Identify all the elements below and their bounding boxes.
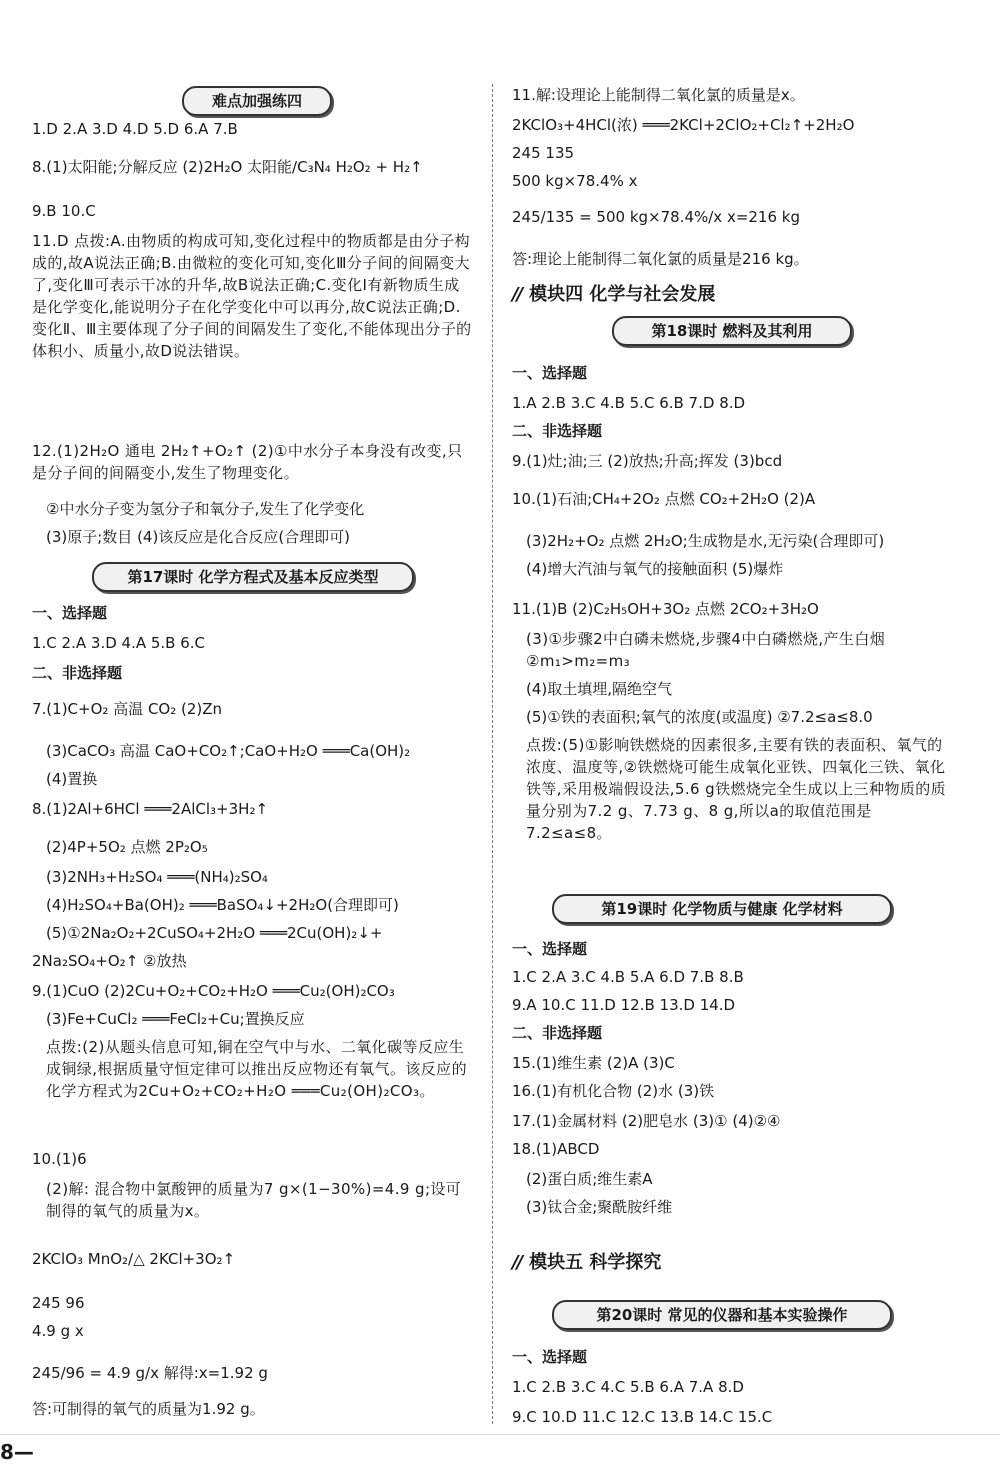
module-mark-icon: // <box>512 284 522 305</box>
answer-line: (3)原子;数目 (4)该反应是化合反应(合理即可) <box>46 528 351 546</box>
answer-line: 500 kg×78.4% x <box>512 172 638 190</box>
answer-line: 245/135 = 500 kg×78.4%/x x=216 kg <box>512 208 800 226</box>
answer-line: 1.C 2.B 3.C 4.C 5.B 6.A 7.A 8.D <box>512 1378 744 1396</box>
answer-line: (3)2NH₃+H₂SO₄ ═══(NH₄)₂SO₄ <box>46 868 268 886</box>
answer-paragraph: 11.D 点拨:A.由物质的构成可知,变化过程中的物质都是由分子构成的,故A说法正确;B.由微粒的变化可知,变化Ⅲ分子间的间隔变大了,变化Ⅲ可表示干冰的升华,故B说法正确;C.变化Ⅰ有新物质生成是化学变化,能说明分子在化学变化中可以再分,故C说法正确;D.变化Ⅱ、Ⅲ主要体现了分子间的间隔发生了变化,不能体现出分子的体积小、质量小,故D说法错误。 <box>32 232 472 360</box>
answer-paragraph: 点拨:(2)从题头信息可知,铜在空气中与水、二氧化碳等反应生成铜绿,根据质量守恒定律可以推出反应物还有氧气。该反应的化学方程式为2Cu+O₂+CO₂+H₂O ═══Cu₂(OH)₂CO₃。 <box>46 1038 467 1100</box>
answer-line: 11.解:设理论上能制得二氧化氯的质量是x。 <box>512 86 805 104</box>
section-heading: 一、选择题 <box>32 604 108 622</box>
answer-line: 2Na₂SO₄+O₂↑ ②放热 <box>32 952 187 970</box>
answer-line: (4)H₂SO₄+Ba(OH)₂ ═══BaSO₄↓+2H₂O(合理即可) <box>46 896 399 914</box>
section-heading: 一、选择题 <box>512 1348 588 1366</box>
answer-line: 9.B 10.C <box>32 202 96 220</box>
answer-line: (2)4P+5O₂ 点燃 2P₂O₅ <box>46 838 208 856</box>
section-heading: 一、选择题 <box>512 940 588 958</box>
answer-line: 1.C 2.A 3.C 4.B 5.A 6.D 7.B 8.B <box>512 968 744 986</box>
answer-line: (3)2H₂+O₂ 点燃 2H₂O;生成物是水,无污染(合理即可) <box>526 532 885 550</box>
answer-line: 16.(1)有机化合物 (2)水 (3)铁 <box>512 1082 715 1100</box>
answer-line: 7.(1)C+O₂ 高温 CO₂ (2)Zn <box>32 700 223 718</box>
module-heading <box>512 280 715 306</box>
exercise-header: 难点加强练四 <box>182 86 332 116</box>
answer-line: (2)蛋白质;维生素A <box>526 1170 653 1188</box>
section-heading: 二、非选择题 <box>512 422 603 440</box>
section-heading: 一、选择题 <box>512 364 588 382</box>
lesson-header: 第20课时 常见的仪器和基本实验操作 <box>552 1300 892 1330</box>
lesson-header: 第19课时 化学物质与健康 化学材料 <box>552 894 892 924</box>
answer-line: 8.(1)2Al+6HCl ═══2AlCl₃+3H₂↑ <box>32 800 269 818</box>
module-heading <box>512 1248 661 1274</box>
answer-paragraph: 12.(1)2H₂O 通电 2H₂↑+O₂↑ (2)①中水分子本身没有改变,只是分子间的间隔变小,发生了物理变化。 <box>32 442 463 482</box>
answer-line: 18.(1)ABCD <box>512 1140 600 1158</box>
answer-line: 2KClO₃+4HCl(浓) ═══2KCl+2ClO₂+Cl₂↑+2H₂O <box>512 116 855 134</box>
answer-line: 1.A 2.B 3.C 4.B 5.C 6.B 7.D 8.D <box>512 394 746 412</box>
answer-line: (4)取土填埋,隔绝空气 <box>526 680 673 698</box>
column-divider <box>492 84 493 1424</box>
answer-line: 1.D 2.A 3.D 4.D 5.D 6.A 7.B <box>32 120 238 138</box>
answer-paragraph: 点拨:(5)①影响铁燃烧的因素很多,主要有铁的表面积、氧气的浓度、温度等,②铁燃烧可能生成氧化亚铁、四氧化三铁、氧化铁等,采用极端假设法,5.6 g铁燃烧完全生成以上三种物质的质量分别为7.2 g、7.73 g、8 g,所以a的取值范围是7.2≤a≤8。 <box>526 736 947 842</box>
module-title: 模块四 化学与社会发展 <box>529 284 716 305</box>
answer-line: 9.(1)CuO (2)2Cu+O₂+CO₂+H₂O ═══Cu₂(OH)₂CO₃ <box>32 982 395 1000</box>
footer-rule <box>0 1434 1000 1435</box>
module-title: 模块五 科学探究 <box>529 1252 662 1273</box>
answer-line: 4.9 g x <box>32 1322 84 1340</box>
answer-line: (5)①铁的表面积;氧气的浓度(或温度) ②7.2≤a≤8.0 <box>526 708 873 726</box>
module-mark-icon: // <box>512 1252 522 1273</box>
answer-line: 9.(1)灶;油;三 (2)放热;升高;挥发 (3)bcd <box>512 452 783 470</box>
answer-line: 9.C 10.D 11.C 12.C 13.B 14.C 15.C <box>512 1408 773 1426</box>
answer-paragraph: (2)解: 混合物中氯酸钾的质量为7 g×(1−30%)=4.9 g;设可制得的氧气的质量为x。 <box>46 1180 462 1220</box>
lesson-header: 第17课时 化学方程式及基本反应类型 <box>92 562 414 592</box>
answer-line: 1.C 2.A 3.D 4.A 5.B 6.C <box>32 634 206 652</box>
answer-line: 10.(1)6 <box>32 1150 87 1168</box>
answer-line: 10.(1)石油;CH₄+2O₂ 点燃 CO₂+2H₂O (2)A <box>512 490 816 508</box>
answer-line: 245 96 <box>32 1294 85 1312</box>
answer-line: 245 135 <box>512 144 575 162</box>
answer-line: 15.(1)维生素 (2)A (3)C <box>512 1054 675 1072</box>
answer-line: ②中水分子变为氢分子和氧分子,发生了化学变化 <box>46 500 365 518</box>
answer-line: 答:可制得的氧气的质量为1.92 g。 <box>32 1400 265 1418</box>
answer-line: 8.(1)太阳能;分解反应 (2)2H₂O 太阳能/C₃N₄ H₂O₂ + H₂↑ <box>32 158 423 176</box>
page-number: 8— <box>0 1440 34 1464</box>
answer-line: 9.A 10.C 11.D 12.B 13.D 14.D <box>512 996 736 1014</box>
answer-line: 11.(1)B (2)C₂H₅OH+3O₂ 点燃 2CO₂+3H₂O <box>512 600 819 618</box>
answer-line: (3)CaCO₃ 高温 CaO+CO₂↑;CaO+H₂O ═══Ca(OH)₂ <box>46 742 411 760</box>
lesson-header: 第18课时 燃料及其利用 <box>612 316 852 346</box>
section-heading: 二、非选择题 <box>512 1024 603 1042</box>
answer-line: (4)置换 <box>46 770 98 788</box>
section-heading: 二、非选择题 <box>32 664 123 682</box>
answer-line: 2KClO₃ MnO₂/△ 2KCl+3O₂↑ <box>32 1250 236 1268</box>
answer-line: (5)①2Na₂O₂+2CuSO₄+2H₂O ═══2Cu(OH)₂↓+ <box>46 924 383 942</box>
answer-line: (4)增大汽油与氧气的接触面积 (5)爆炸 <box>526 560 784 578</box>
answer-line: 245/96 = 4.9 g/x 解得:x=1.92 g <box>32 1364 268 1382</box>
answer-line: 17.(1)金属材料 (2)肥皂水 (3)① (4)②④ <box>512 1112 781 1130</box>
answer-line: (3)钛合金;聚酰胺纤维 <box>526 1198 673 1216</box>
answer-line: (3)Fe+CuCl₂ ═══FeCl₂+Cu;置换反应 <box>46 1010 305 1028</box>
answer-paragraph: (3)①步骤2中白磷未燃烧,步骤4中白磷燃烧,产生白烟 ②m₁>m₂=m₃ <box>526 630 886 670</box>
answer-line: 答:理论上能制得二氧化氯的质量是216 kg。 <box>512 250 809 268</box>
